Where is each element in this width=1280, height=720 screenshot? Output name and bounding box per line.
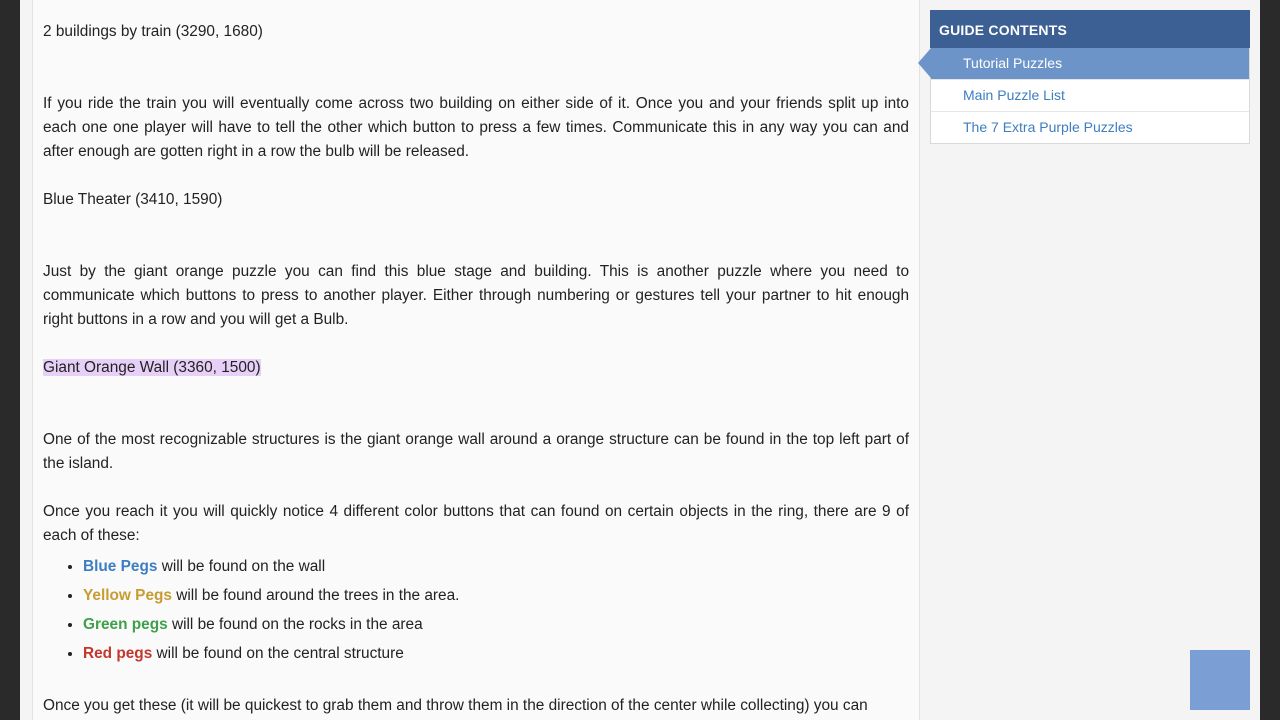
- section-heading-blue-theater: Blue Theater (3410, 1590): [43, 191, 223, 208]
- yellow-pegs-text: will be found around the trees in the area.: [171, 587, 460, 604]
- list-item-red-pegs: [83, 639, 909, 668]
- list-item-blue-pegs: [83, 552, 909, 581]
- green-pegs-label: Green pegs: [83, 616, 168, 633]
- guide-item-main-puzzle-list[interactable]: Main Puzzle List: [931, 80, 1249, 112]
- paragraph-color-buttons: Once you reach it you will quickly notice 4 different color buttons that can found on certain objects in the ring, there are 9 of each of these:: [43, 503, 909, 544]
- blue-pegs-label: Blue Pegs: [83, 558, 158, 575]
- list-item-yellow-pegs: [83, 581, 909, 610]
- guide-contents-header: GUIDE CONTENTS: [930, 10, 1250, 48]
- scroll-to-top-button[interactable]: [1190, 650, 1250, 710]
- section-heading-orange-wall: [43, 356, 909, 380]
- guide-contents-list: [930, 48, 1250, 144]
- green-pegs-text: will be found on the rocks in the area: [167, 616, 423, 633]
- pegs-list: [43, 552, 909, 668]
- guide-item-extra-purple-puzzles[interactable]: The 7 Extra Purple Puzzles: [963, 119, 1133, 135]
- section-heading-train-buildings: 2 buildings by train (3290, 1680): [43, 23, 263, 40]
- red-pegs-label: Red pegs: [83, 645, 153, 662]
- paragraph-orange-wall-location: One of the most recognizable structures is the giant orange wall around a orange structure can be found in the top left part of the island.: [43, 431, 909, 472]
- right-gutter: [1260, 0, 1280, 720]
- guide-item-tutorial-puzzles[interactable]: Tutorial Puzzles: [931, 48, 1249, 80]
- list-item-green-pegs: [83, 610, 909, 639]
- highlighted-text: Giant Orange Wall (3360, 1500): [43, 359, 261, 376]
- paragraph-collecting: Once you get these (it will be quickest to grab them and throw them in the direction of the center while collecting) you can: [43, 697, 868, 714]
- paragraph-blue-theater: Just by the giant orange puzzle you can find this blue stage and building. This is another puzzle where you need to communicate which buttons to press to another player. Either through numbering or gestures tell your partner to hit enough right buttons in a row and you will get a Bulb.: [43, 263, 909, 328]
- left-gutter: [0, 0, 20, 720]
- guide-contents-panel: [930, 10, 1250, 144]
- article-body: [32, 0, 920, 720]
- yellow-pegs-label: Yellow Pegs: [83, 587, 172, 604]
- red-pegs-text: will be found on the central structure: [152, 645, 404, 662]
- blue-pegs-text: will be found on the wall: [157, 558, 326, 575]
- paragraph-train-buildings: If you ride the train you will eventually come across two building on either side of it. Once you and your friends split up into each one one player will have to tell the other which button to press a few times. Communicate this in any way you can and after enough are gotten right in a row the bulb will be released.: [43, 95, 909, 160]
